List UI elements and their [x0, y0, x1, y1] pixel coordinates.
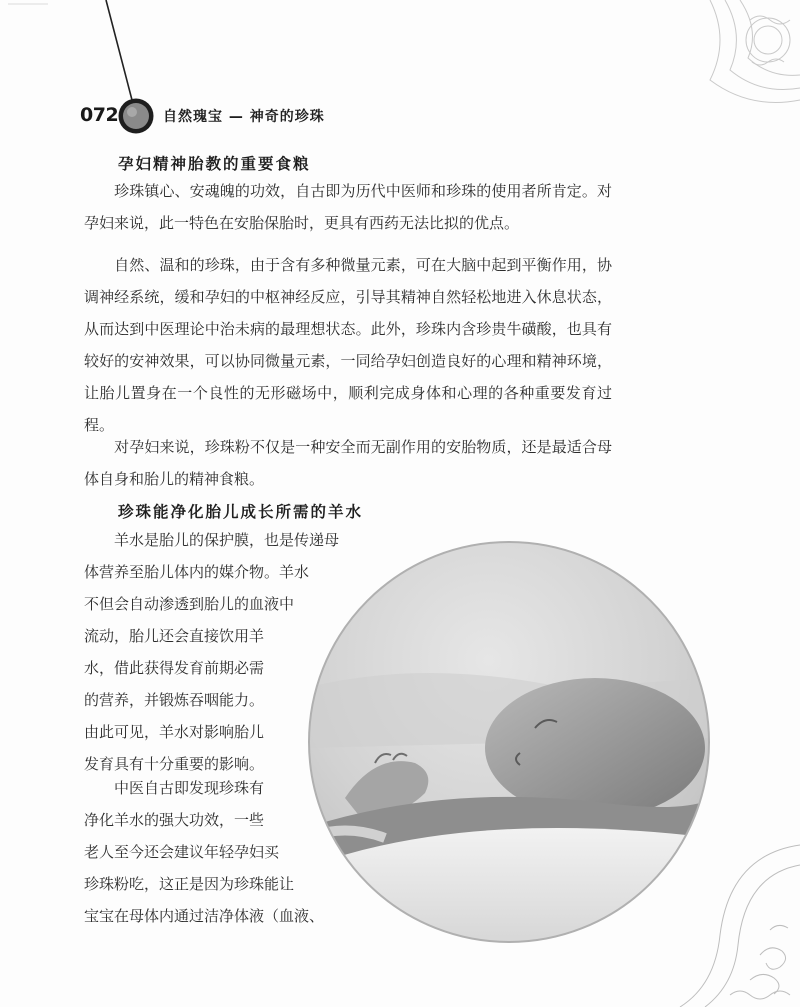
text-line: 体营养至胎儿体内的媒介物。羊水 [84, 563, 310, 581]
header-diagonal-line [104, 0, 164, 110]
text-line: 水，借此获得发育前期必需 [84, 659, 265, 677]
section1-heading: 孕妇精神胎教的重要食粮 [118, 154, 311, 173]
text-line: 珍珠粉吃，这正是因为珍珠能让 [84, 875, 295, 893]
section1-paragraph-3: 对孕妇来说，珍珠粉不仅是一种安全而无副作用的安胎物质，还是最适合母体自身和胎儿的精神食粮。 [84, 438, 612, 488]
text-line: 的营养，并锻炼吞咽能力。 [84, 691, 265, 709]
running-title: 自然瑰宝 — 神奇的珍珠 [163, 109, 325, 125]
section2-heading: 珍珠能净化胎儿成长所需的羊水 [118, 502, 364, 521]
baby-photo [305, 538, 713, 946]
text-line: 羊水是胎儿的保护膜，也是传递母 [84, 531, 340, 549]
section1-paragraph-1: 珍珠镇心、安魂魄的功效，自古即为历代中医师和珍珠的使用者所肯定。对孕妇来说，此一特色在安胎保胎时，更具有西药无法比拟的优点。 [84, 182, 612, 232]
text-line: 宝宝在母体内通过洁净体液（血液、 [84, 907, 325, 925]
section2-paragraph-2 [84, 772, 324, 932]
section1-paragraph-2: 自然、温和的珍珠，由于含有多种微量元素，可在大脑中起到平衡作用，协调神经系统，缓和孕妇的中枢神经反应，引导其精神自然轻松地进入休息状态，从而达到中医理论中治未病的最理想状态。此外，珍珠内含珍贵牛磺酸，也具有较好的安神效果，可以协同微量元素，一同给孕妇创造良好的心理和精神环境，让胎儿置身在一个良性的无形磁场中，顺利完成身体和心理的各种重要发育过程。 [84, 256, 612, 434]
text-line: 中医自古即发现珍珠有 [84, 779, 265, 797]
pearl-badge-icon [117, 97, 155, 135]
text-line: 老人至今还会建议年轻孕妇买 [84, 843, 280, 861]
text-line: 流动，胎儿还会直接饮用羊 [84, 627, 265, 645]
text-line: 由此可见，羊水对影响胎儿 [84, 723, 265, 741]
text-line: 发育具有十分重要的影响。 [84, 755, 265, 773]
text-line: 净化羊水的强大功效，一些 [84, 811, 265, 829]
page-number: 072 [80, 104, 119, 126]
text-line: 不但会自动渗透到胎儿的血液中 [84, 595, 295, 613]
section2-paragraph-1 [84, 524, 339, 780]
